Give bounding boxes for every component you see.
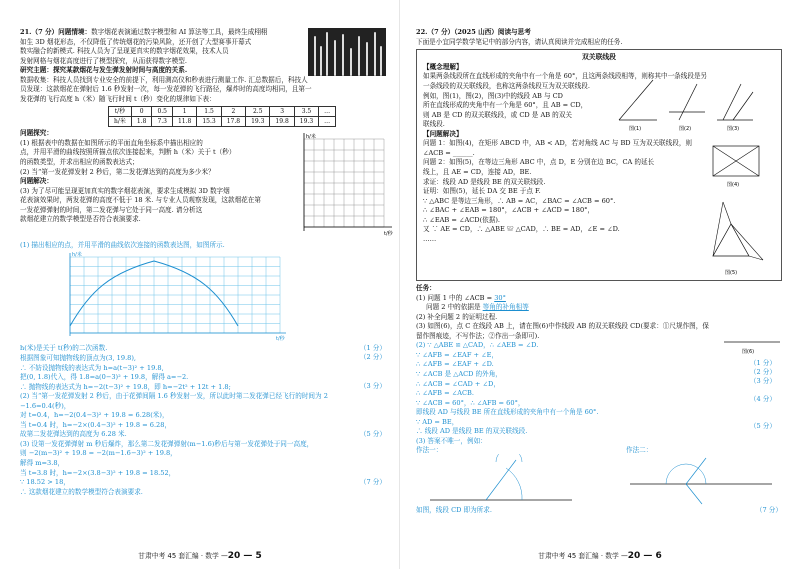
table-cell: h/米 [109,117,132,127]
answer-line: 对 t=0.4，h=−2(0.4−3)² + 19.8 = 6.28(米)， [20,411,169,420]
research-main: 研究主题：探究某款烟花与发生弹发射时间与高度的关系. [20,66,188,75]
fig-label: 图(4) [727,182,740,189]
table-cell: 0 [131,107,152,117]
problem2: 求证：线段 AD 是线段 BE 的双关联线段. [423,177,546,186]
problem2: ∴ ∠EAB = ∠ACD(依据). [423,215,500,224]
answer-line: ∴ ∠AFB = ∠ACB. [416,389,474,398]
q21-intro-2: 数实融合的新模式. 科技人员为了呈现更真实的数字烟花效果，技术人员 [20,47,229,56]
answer-line: ∵ ∠ACB = 60°，∴ ∠AFB = 60°， [416,398,525,407]
answer-line: ∵ ∠AFB = ∠EAF + ∠E， [416,350,499,359]
fireworks-photo [308,28,386,76]
table-cell: 15.3 [197,117,221,127]
answer-line: 当 t=0.4 时，h=−2×(0.4−3)² + 19.8 = 6.28， [20,420,172,429]
fig5-line [723,202,731,224]
explore-q1-1: 点，并用平滑的曲线按照所描点依次连接起来，判断 h（米）关于 t（秒） [20,148,236,157]
grid-lines [304,139,384,227]
task-text: 留作图痕迹，不写作法；②作出一条即可). [416,331,540,340]
score: （7 分） [755,506,782,515]
task-text: (1) 问题 1 中的 ∠ACB = [416,293,493,302]
table-cell: 2.5 [246,107,270,117]
page-number: 20 — 6 [627,550,662,561]
answer-line: (3) 答案不唯一，例如： [416,436,487,445]
problem1: ∠ACB = ______. [423,148,475,157]
solve-tag: 【问题解决】 [423,129,463,138]
fig-label: 图(6) [742,349,755,355]
problem2: ∵ △ABC 是等边三角形，∴ AB = AC，∠BAC = ∠ACB = 60°. [423,196,616,205]
task-answer-2: 等角的补角相等 [482,303,529,312]
answer-line: −1.6=0.4(秒)， [20,401,71,410]
answer-line: h(米)是关于 t(秒)的二次函数. [20,344,108,353]
table-cell: 7.3 [152,117,173,127]
answer-line: 把(0, 1.8)代入，得 1.8=a(0−3)² + 19.8，解得 a=−2. [20,373,189,382]
answer-line: (2) 当“第一发花弹发射 2 秒后，由于花弹间隔 1.6 秒发射一发，所以此时第二发花弹已经飞行的时间为 2 [20,392,328,401]
c2-line [686,484,702,504]
problem1: 问题 1：如图(4)，在矩形 ABCD 中，AB < AD，若对角线 AC 与 BD 互为双关联线段，则 [423,139,693,148]
answer-line: 根据图象可知抛物线的顶点为(3, 19.8), [20,354,137,363]
empty-grid [292,131,402,239]
table-cell: 17.8 [221,117,245,127]
table-row-h [109,117,336,127]
c1-arc [496,454,522,462]
answer-line: ∵ ∠ACB 是 △ACD 的外角， [416,370,502,379]
answer-line: ∵ AD = BE， [416,417,459,426]
problem2: 线上，且 AE = CD，连接 AD，BE. [423,167,532,176]
answer-line: ∴ 线段 AD 是线段 BE 的双关联线段. [416,427,528,436]
table-cell: … [319,107,336,117]
explore-q1-2: 的函数类型，并求出相应的函数表达式； [20,158,139,167]
answer-t-axis-label: t/秒 [276,335,285,341]
table-row-t [109,107,336,117]
q21-intro-1: 如生 3D 烟花形态，不仅降低了传统烟花的污染风险，还开创了大型赛事开幕式 [20,37,252,46]
left-footer [0,550,400,563]
table-cell: 1 [172,107,196,117]
task-text: (2) 补全问题 2 的证明过程. [416,312,498,321]
task-answer-1: 30° [494,293,506,302]
data-table [108,106,336,127]
task-text: 问题 2 中的依据是 [426,303,481,312]
answer-plot-intro: (1) 描出相应的点，并用平滑的曲线依次连接的函数表达图，如图所示. [20,241,225,250]
q21-header: 21.（7 分）问题情境： [20,28,92,36]
answer-line: 故第二发花弹达到的高度为 6.28 米. [20,430,127,439]
concept-text: 联线段. [423,120,445,129]
h-axis-label: h/米 [306,134,316,141]
answer-line: ∴ ∠ACB = ∠CAD + ∠D， [416,379,500,388]
problem2: 问题 2：如图(5)，在等边三角形 ABC 中，点 D，E 分别在边 BC，CA 的延长 [423,158,655,167]
construction-2 [626,454,776,506]
figures-1-3 [613,72,763,132]
fig3-line [733,92,753,120]
table-cell: 1.5 [197,107,221,117]
table-cell: … [319,117,336,127]
t-axis-label: t/秒 [384,231,393,238]
task-title: 任务： [416,284,436,293]
solve-title: 问题解决： [20,177,53,186]
q22-intro: 下面是小宜同学数学笔记中的部分内容，请认真阅读并完成相应的任务. [416,37,623,46]
table-cell: 19.3 [246,117,270,127]
concept-text: 例如，图(1)，图(2)，图(3)中的线段 AB 与 CD [423,91,563,100]
table-cell: 19.3 [294,117,318,127]
score: （1 分） [749,359,776,368]
score: （1 分） [359,344,386,353]
footer-text: 甘肃中考 45 套汇编 · 数学 — [538,551,628,560]
task-text: (3) 如图(6)，点 C 在线段 AB 上，请在图(6)中作线段 AB 的双关联线段 CD(要求：①尺规作图，保 [416,322,709,331]
fig5-triangle [713,224,749,256]
answer-line: 当 t=3.8 时，h=−2×(3.8−3)² + 19.8 = 18.52， [20,468,176,477]
task-1b [416,303,782,313]
notes-box [416,49,782,281]
table-cell: 1.8 [131,117,152,127]
answer-line: 则 −2(m−3)² + 19.8 = −2(m−1.6−3)² + 19.8， [20,449,177,458]
final-note-row [416,506,782,516]
problem2: 又 ∵ AE = CD，∴ △ABE ≌ △CAD，∴ BE = AD，∠E = ∠D. [423,225,620,234]
table-cell: 11.8 [172,117,196,127]
figure-6 [720,334,784,356]
solve-q3-2: 一发花弹弹射的时间，第二发花弹与它处于同一高度. 请分析这 [20,205,203,214]
construction-label-1: 作法一： [416,446,443,455]
answer-line: ∴ 不妨设抛物线的表达式为 h=a(t−3)² + 19.8, [20,363,164,372]
solve-q3-3: 款烟花建立的数学模型是否符合表演要求. [20,215,141,224]
table-cell: 3.5 [294,107,318,117]
c1-line [486,460,516,500]
c2-arc [666,464,706,484]
solve-q3-0: (3) 为了尽可能呈现更加真实的数字烟花表演，要求生成模拟 3D 数字烟 [20,186,230,195]
answer-line: 即线段 AD 与线段 BE 所在直线形成的夹角中有一个角是 60°. [416,408,599,417]
answer-line: ∴ 这款烟花建立的数学模型符合表演要求. [20,487,143,496]
fig-label: 图(1) [629,126,642,133]
data-collection-2: 发花弹的飞行高度 h（米）随飞行时间 t（秒）变化的规律如下表： [20,94,216,103]
table-cell: 19.8 [270,117,294,127]
answer-line: ∴ ∠AFB = ∠EAF + ∠D. [416,360,494,369]
concept-text: 如果两条线段所在直线形成的夹角中有一个角是 60°，且这两条线段相等，则称其中一条线段是另 [423,72,708,81]
fig5-line [731,224,763,260]
score: （3 分） [749,377,776,386]
q21-intro-3: 发射网格与烟花高度进行了模型探究，从而获得数字模型. [20,56,187,65]
right-answers [416,341,776,446]
fig5-line [713,202,723,256]
constructions [416,446,782,506]
left-answers [20,344,386,497]
fig2-line [679,84,697,120]
score: （2 分） [749,368,776,377]
concept-text: 则 AB 是 CD 的双关联线段，或 CD 是 AB 的双关 [423,110,572,119]
answer-line: (2) ∵ △ABE ≌ △CAD，∴ ∠AEB = ∠D. [416,341,539,350]
score: （4 分） [749,395,776,404]
right-page [400,0,800,569]
fig-label: 图(2) [679,126,692,133]
footer-text: 甘肃中考 45 套汇编 · 数学 — [138,551,228,560]
right-footer [400,550,800,563]
concept-text: 所在直线形成的夹角中有一个角是 60°，且 AB = CD， [423,101,588,110]
fig-label: 图(3) [727,126,740,133]
c2-line [686,458,706,484]
fig3-line [723,84,741,120]
box-title: 双关联线段 [582,53,616,62]
solve-q3-1: 花表演效果时，两发花弹的高度不低于 18 米. 与专业人员观察发现，这款烟花在第 [20,196,261,205]
answer-graph [50,251,300,341]
q21-intro-0: 数字烟花表演通过数字模型和 AI 算法等工具，最终生成栩栩 [91,28,268,36]
problem2: ∴ ∠BAC + ∠EAB = 180°，∠ACB + ∠ACD = 180°， [423,206,595,215]
problem2: 证明：如图(5)，延长 DA 交 BE 于点 F. [423,187,541,196]
problem2: …… [423,234,437,243]
construction-1 [426,454,576,506]
answer-line: ∵ 18.52 > 18， [20,478,70,487]
score: （7 分） [359,478,386,487]
score: （5 分） [749,422,776,431]
task-1 [416,294,782,304]
explore-q1-0: (1) 根据表中的数据在如图所示的平面直角坐标系中描出相应的 [20,138,203,147]
score: （2 分） [359,353,386,362]
data-collection-0: 数据收集：科技人员找到专业安全的前提下，利用测高仪和秒表进行测量工作. 汇总数据后，科技人 [20,75,308,84]
table-cell: 0.5 [152,107,173,117]
table-cell: t/秒 [109,107,132,117]
explore-q1-3: (2) 当“第一发花弹发射 2 秒后，第二发花弹达到的高度为多少米？ [20,167,215,176]
fig-label: 图(5) [725,270,738,277]
concept-tag: 【概念理解】 [423,62,463,71]
answer-h-axis-label: h/米 [72,251,82,258]
fig1-line [619,80,653,120]
answer-line: ∴ 抛物线的表达式为 h=−2(t−3)² + 19.8，即 h=−2t² + 12t + 1.8; [20,382,231,391]
table-cell: 2 [221,107,245,117]
explore-title: 问题探究： [20,129,53,138]
c1-arc [506,468,522,500]
answer-line: 解得 m=3.8， [20,459,65,468]
figure-5 [699,196,769,280]
score: （3 分） [359,382,386,391]
data-collection-1: 员发现：这款烟花在弹射后 1.6 秒发射一次，每一发花弹的飞行路径，爆炸时的高度均相同，且第一 [20,85,312,94]
concept-text: 一条线段的双关联线段，也称这两条线段互为双关联线段. [423,82,590,91]
final-note: 如图，线段 CD 即为所求. [416,506,492,515]
figure-4 [707,142,767,192]
q22-header: 22.（7 分）（2025 山西）阅读与思考 [416,28,531,36]
table-cell: 3 [270,107,294,117]
page-number: 20 — 5 [227,550,262,561]
construction-label-2: 作法二： [626,446,653,455]
score: （5 分） [359,430,386,439]
answer-line: (3) 设第一发花弹弹射 m 秒后爆炸，那么第二发花弹弹射(m−1.6)秒后与第一发花弹处于同一高度， [20,439,314,448]
